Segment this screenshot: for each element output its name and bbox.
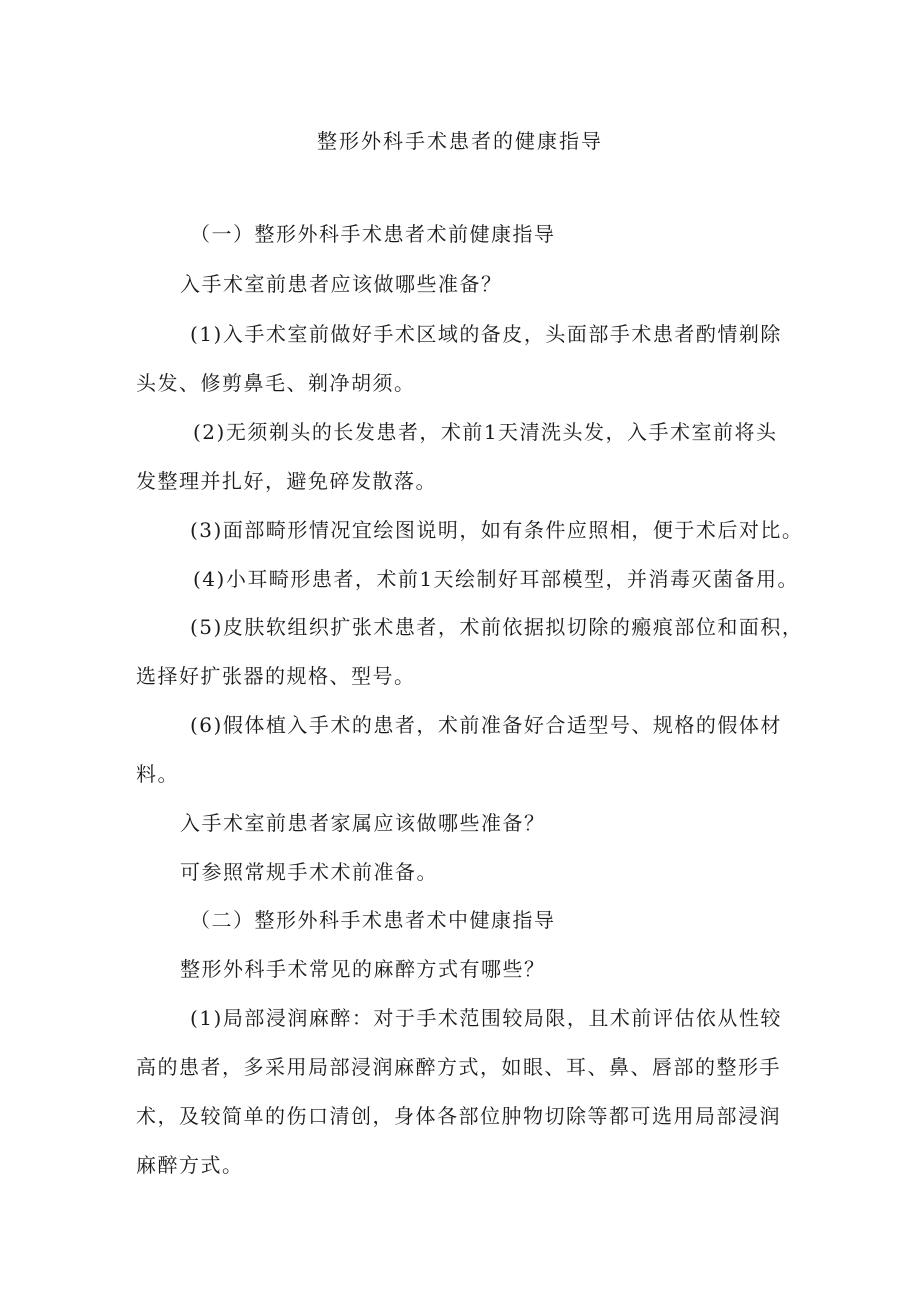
paragraph-line: (1)局部浸润麻醉：对于手术范围较局限，且术前评估依从性较 <box>190 1006 782 1030</box>
paragraph-line: (1)入手术室前做好手术区域的备皮，头面部手术患者酌情剃除 <box>190 322 782 346</box>
paragraph-line: 可参照常规手术术前准备。 <box>180 860 438 884</box>
section-heading-preop: （一）整形外科手术患者术前健康指导 <box>190 222 556 246</box>
paragraph-line: (2)无须剃头的长发患者，术前1天清洗头发，入手术室前将头 <box>193 420 778 444</box>
question-anesthesia: 整形外科手术常见的麻醉方式有哪些？ <box>180 957 546 981</box>
paragraph-line: 麻醉方式。 <box>136 1153 244 1177</box>
paragraph-line: 头发、修剪鼻毛、剃净胡须。 <box>136 371 416 395</box>
question-patient-prep: 入手术室前患者应该做哪些准备？ <box>180 272 503 296</box>
paragraph-line: (3)面部畸形情况宜绘图说明，如有条件应照相，便于术后对比。 <box>190 518 804 542</box>
paragraph-line: (5)皮肤软组织扩张术患者，术前依据拟切除的瘢痕部位和面积， <box>190 615 804 639</box>
paragraph-line: 料。 <box>136 762 179 786</box>
paragraph-line: (6)假体植入手术的患者，术前准备好合适型号、规格的假体材 <box>190 713 782 737</box>
paragraph-line: 术，及较简单的伤口清创，身体各部位肿物切除等都可选用局部浸润 <box>136 1104 781 1128</box>
paragraph-line: (4)小耳畸形患者，术前1天绘制好耳部模型，并消毒灭菌备用。 <box>193 567 800 591</box>
section-heading-intraop: （二）整形外科手术患者术中健康指导 <box>190 908 556 932</box>
paragraph-line: 发整理并扎好，避免碎发散落。 <box>136 469 437 493</box>
paragraph-line: 高的患者，多采用局部浸润麻醉方式，如眼、耳、鼻、唇部的整形手 <box>136 1055 781 1079</box>
document-title: 整形外科手术患者的健康指导 <box>317 129 603 153</box>
question-family-prep: 入手术室前患者家属应该做哪些准备？ <box>180 811 546 835</box>
paragraph-line: 选择好扩张器的规格、型号。 <box>136 664 416 688</box>
